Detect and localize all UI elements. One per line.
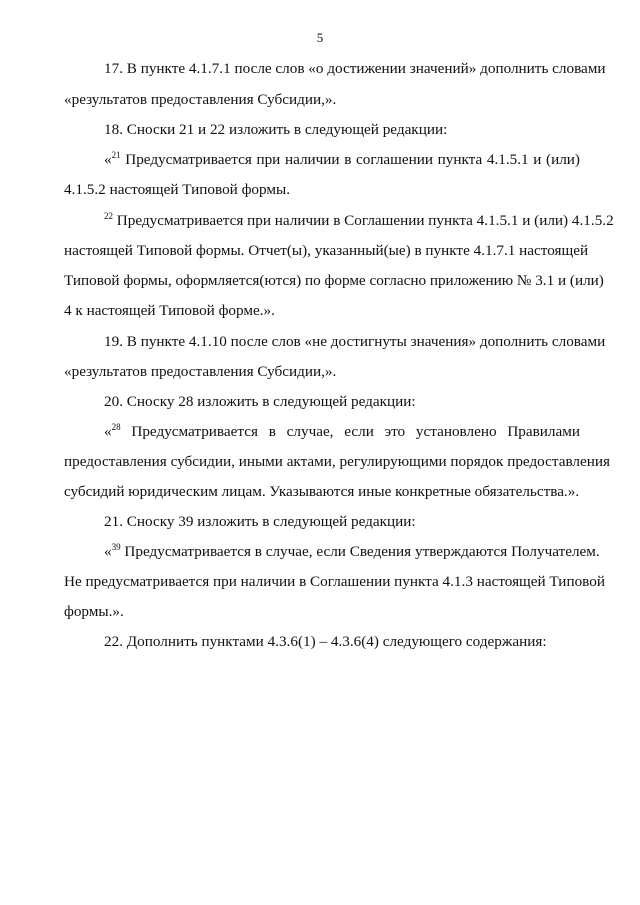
item-19-line-1: 19. В пункте 4.1.10 после слов «не достигнуты значения» дополнить словами: [104, 333, 606, 350]
item-22: 22. Дополнить пунктами 4.3.6(1) – 4.3.6(4) следующего содержания:: [104, 633, 547, 650]
footnote-39-line-3: формы.».: [64, 603, 124, 620]
footnote-39-mark: 39: [111, 542, 121, 552]
footnote-22-line-1: $^{22}$ Предусматривается при наличии в Соглашении пункта 4.1.5.1 и (или) 4.1.5.2: [104, 211, 614, 229]
footnote-22-mark: 22: [104, 211, 113, 221]
footnote-22-line-2: настоящей Типовой формы. Отчет(ы), указанный(ые) в пункте 4.1.7.1 настоящей: [64, 242, 589, 259]
item-18: 18. Сноски 21 и 22 изложить в следующей редакции:: [104, 121, 448, 138]
footnote-21-mark: 21: [111, 150, 121, 160]
footnote-28-mark: 28: [111, 422, 121, 432]
footnote-28-line-2: предоставления субсидии, иными актами, регулирующими порядок предоставления: [64, 453, 610, 470]
footnote-22-line-3: Типовой формы, оформляется(ются) по форме согласно приложению № 3.1 и (или): [64, 272, 604, 289]
item-17-line-1: 17. В пункте 4.1.7.1 после слов «о достижении значений» дополнить словами: [104, 60, 606, 77]
footnote-39-line-2: Не предусматривается при наличии в Соглашении пункта 4.1.3 настоящей Типовой: [64, 573, 605, 590]
item-21: 21. Сноску 39 изложить в следующей редакции:: [104, 513, 416, 530]
footnote-21-line-2: 4.1.5.2 настоящей Типовой формы.: [64, 181, 291, 198]
item-20: 20. Сноску 28 изложить в следующей редакции:: [104, 393, 416, 410]
footnote-28-line-1: «$^{28}$ Предусматривается в случае, если это установлено Правилами: [104, 422, 580, 440]
footnote-21-line-1: «$^{21}$ Предусматривается при наличии в соглашении пункта 4.1.5.1 и (или): [104, 150, 580, 168]
footnote-28-line-3: субсидий юридическим лицам. Указываются иные конкретные обязательства.».: [64, 483, 580, 500]
item-17-line-2: «результатов предоставления Субсидии,».: [64, 91, 337, 108]
item-19-line-2: «результатов предоставления Субсидии,».: [64, 363, 337, 380]
footnote-39-line-1: «$^{39}$ Предусматривается в случае, если Сведения утверждаются Получателем.: [104, 542, 600, 560]
page-number: 5: [316, 30, 324, 45]
footnote-22-line-4: 4 к настоящей Типовой форме.».: [64, 302, 275, 319]
